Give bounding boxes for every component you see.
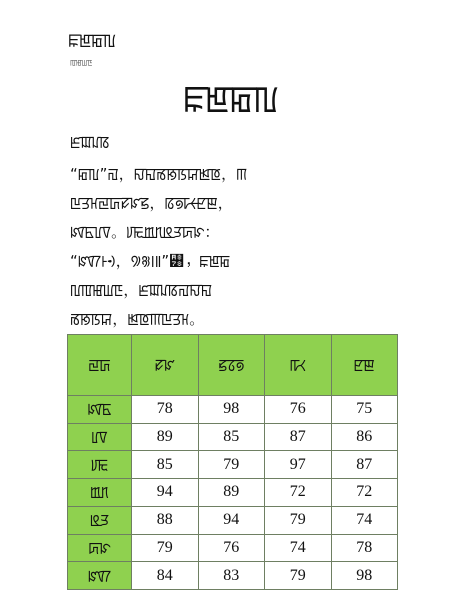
row-label: ꡮꡯ [68, 534, 132, 562]
table-cell: 85 [132, 451, 199, 479]
paragraph-line: “ꡂꡃ”ꡌ，ꡍꡎꡏꡐꡑꡒꡓꡔ，ꡕ [70, 165, 248, 183]
paragraph-line: ꡃꡄꡅꡆꡇ，ꡈꡉꡊꡋꡌꡍꡎ [70, 281, 213, 299]
paragraph-line: ꡖꡗꡘꡙꡚꡛꡜꡝ，ꡞꡟꡠꡡꡢꡣ， [70, 194, 233, 212]
table-cell: 74 [265, 534, 332, 562]
table-cell: 84 [132, 562, 199, 590]
paragraph-lead: ꡈꡉꡊꡋ [70, 133, 110, 151]
table-header-row [68, 335, 398, 396]
table-cell: 89 [132, 423, 199, 451]
scores-table [67, 334, 398, 590]
table-cell: 87 [265, 423, 332, 451]
row-label: ꡨꡩ [68, 451, 132, 479]
table-cell: 78 [132, 396, 199, 424]
row-label: ꡰꡱ [68, 562, 132, 590]
table-cell: 85 [198, 423, 265, 451]
table-row [68, 534, 398, 562]
table-row [68, 451, 398, 479]
table-cell: 79 [265, 562, 332, 590]
table-row [68, 479, 398, 507]
table-cell: 72 [265, 479, 332, 507]
running-title: ꡀꡁꡂꡃ [68, 31, 117, 51]
paragraph-line: “ꡰꡱꡲꡳ，꡴꡵꡶꡷”꡸，ꡀꡁꡂ [70, 252, 231, 270]
row-label: ꡪꡫ [68, 479, 132, 507]
body-paragraph [70, 133, 400, 334]
table-row [68, 562, 398, 590]
table-cell: 76 [265, 396, 332, 424]
table-row [68, 506, 398, 534]
table-cell: 87 [331, 451, 398, 479]
table-cell: 79 [265, 506, 332, 534]
table-cell: 79 [198, 451, 265, 479]
paragraph-line: ꡤꡥꡦꡧ。ꡨꡩꡪꡫꡬꡭꡮꡯ： [70, 223, 220, 241]
table-cell: 74 [331, 506, 398, 534]
column-header: ꡝꡞꡟ [198, 335, 265, 396]
table-cell: 75 [331, 396, 398, 424]
table-cell: 86 [331, 423, 398, 451]
running-subtitle: ꡄꡅꡆꡇ [70, 58, 93, 67]
row-label: ꡤꡥ [68, 396, 132, 424]
column-header: ꡢꡣ [331, 335, 398, 396]
table-cell: 97 [265, 451, 332, 479]
table-cell: 72 [331, 479, 398, 507]
table-row [68, 396, 398, 424]
paragraph-line: ꡏꡐꡑꡒ，ꡓꡔꡕꡖꡗꡘ。 [70, 310, 205, 328]
table-cell: 98 [331, 562, 398, 590]
document-title: ꡀꡁꡂꡃ [182, 79, 280, 119]
table-cell: 79 [132, 534, 199, 562]
table-cell: 83 [198, 562, 265, 590]
table-cell: 89 [198, 479, 265, 507]
table-cell: 98 [198, 396, 265, 424]
row-label: ꡬꡭ [68, 506, 132, 534]
column-header: ꡠꡡ [265, 335, 332, 396]
column-header: ꡛꡜ [132, 335, 199, 396]
table-cell: 88 [132, 506, 199, 534]
row-label: ꡦꡧ [68, 423, 132, 451]
table-cell: 76 [198, 534, 265, 562]
table-row [68, 423, 398, 451]
table-cell: 94 [132, 479, 199, 507]
table-cell: 78 [331, 534, 398, 562]
table-cell: 94 [198, 506, 265, 534]
column-header: ꡙꡚ [68, 335, 132, 396]
